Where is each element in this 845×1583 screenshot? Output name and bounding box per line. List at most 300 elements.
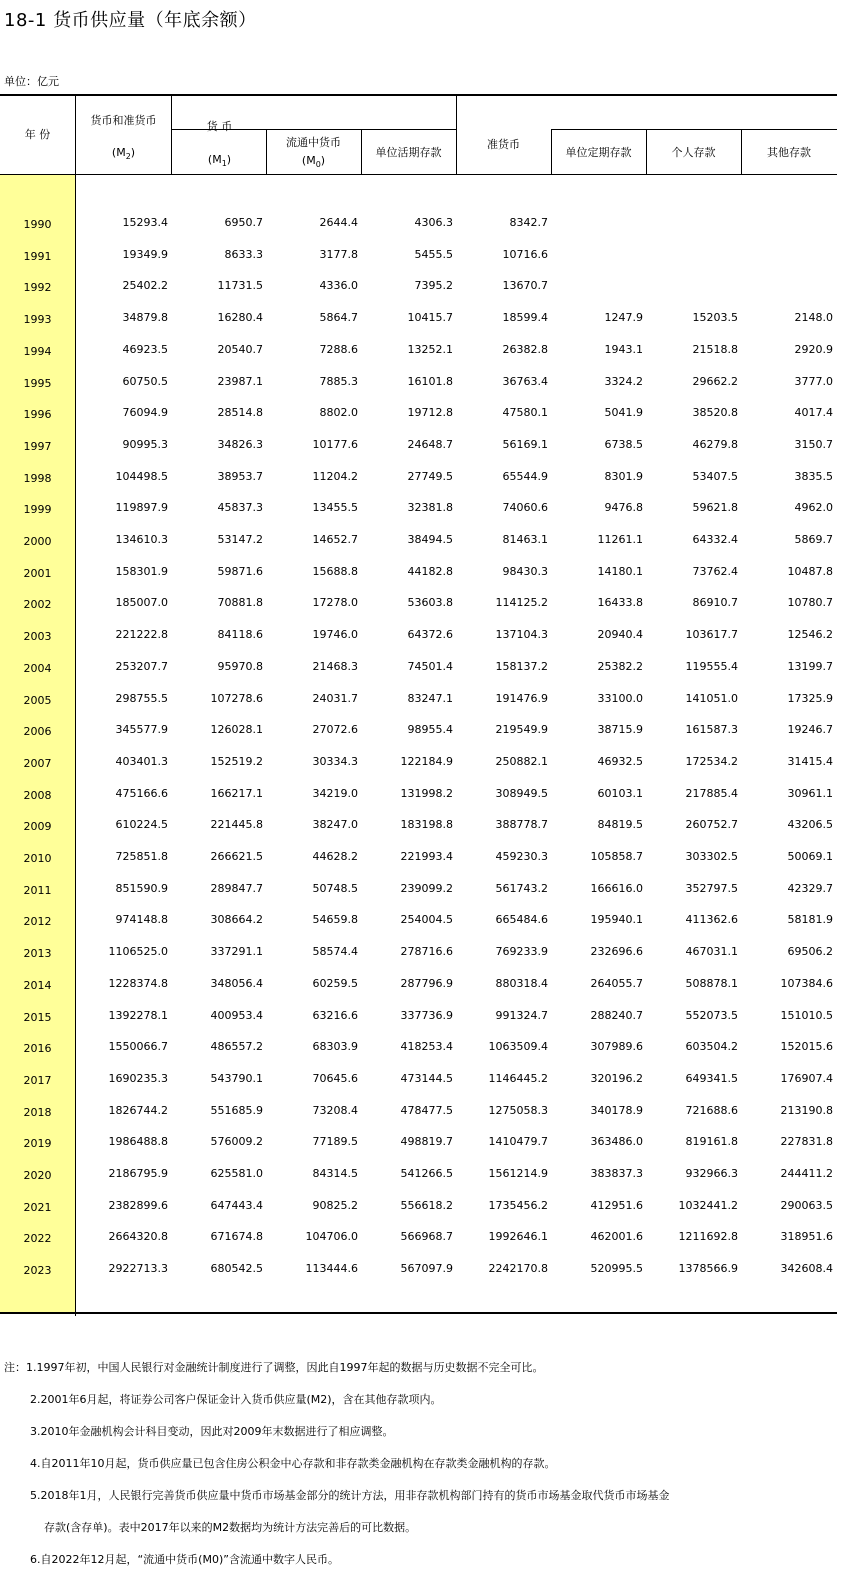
cell-value: 5869.7 <box>794 533 833 546</box>
cell-value: 15203.5 <box>692 311 738 325</box>
cell-value: 3777.0 <box>794 374 833 388</box>
cell-value: 2242170.8 <box>488 1262 548 1276</box>
cell-value: 191476.9 <box>495 691 548 705</box>
cell-value: 3324.2 <box>604 374 643 388</box>
cell-value: 8633.3 <box>224 247 263 261</box>
header-m0: 流通中货币 <box>286 136 341 149</box>
cell-value: 303302.5 <box>685 850 738 863</box>
cell-value: 183198.8 <box>400 818 453 832</box>
cell-value: 1275058.3 <box>488 1103 548 1117</box>
cell-value: 56169.1 <box>502 437 548 451</box>
row-year: 2006 <box>23 725 52 739</box>
cell-value: 141051.0 <box>685 691 738 705</box>
row-year: 2005 <box>23 693 52 707</box>
cell-value: 29662.2 <box>692 374 738 388</box>
cell-value: 851590.9 <box>115 881 168 895</box>
cell-value: 70645.6 <box>312 1071 358 1085</box>
row-year: 2014 <box>23 978 52 992</box>
row-year: 1992 <box>23 281 52 295</box>
cell-value: 84314.5 <box>312 1167 358 1180</box>
cell-value: 486557.2 <box>210 1040 263 1054</box>
table-row <box>0 1064 837 1096</box>
cell-value: 647443.4 <box>210 1198 263 1212</box>
cell-value: 166616.0 <box>590 881 643 895</box>
footnote-5-cont: 存款(含存单)。表中2017年以来的M2数据均为统计方法完善后的可比数据。 <box>44 1521 417 1534</box>
cell-value: 287796.9 <box>400 976 453 990</box>
cell-value: 6738.5 <box>604 437 643 451</box>
cell-value: 1247.9 <box>604 311 643 325</box>
cell-value: 84118.6 <box>217 628 263 642</box>
table-row <box>0 1254 837 1286</box>
cell-value: 725851.8 <box>115 850 168 863</box>
cell-value: 459230.3 <box>495 850 548 863</box>
cell-value: 819161.8 <box>685 1135 738 1149</box>
cell-value: 1986488.8 <box>108 1135 168 1149</box>
cell-value: 260752.7 <box>685 818 738 832</box>
cell-value: 16433.8 <box>597 596 643 610</box>
row-year: 1991 <box>23 249 52 263</box>
cell-value: 38247.0 <box>312 818 358 832</box>
cell-value: 552073.5 <box>685 1008 738 1022</box>
cell-value: 20540.7 <box>217 342 263 356</box>
cell-value: 363486.0 <box>590 1135 643 1149</box>
table-row <box>0 1032 837 1064</box>
cell-value: 32381.8 <box>407 501 453 515</box>
cell-value: 221993.4 <box>400 850 453 863</box>
cell-value: 152015.6 <box>780 1040 833 1054</box>
cell-value: 45837.3 <box>217 501 263 515</box>
cell-value: 543790.1 <box>210 1071 263 1085</box>
cell-value: 541266.5 <box>400 1167 453 1180</box>
cell-value: 14652.7 <box>312 533 358 546</box>
cell-value: 1063509.4 <box>488 1040 548 1054</box>
cell-value: 42329.7 <box>787 881 833 895</box>
cell-value: 307989.6 <box>590 1040 643 1054</box>
cell-value: 137104.3 <box>495 628 548 642</box>
cell-value: 10415.7 <box>407 311 453 325</box>
cell-value: 342608.4 <box>780 1262 833 1276</box>
cell-value: 7395.2 <box>414 279 453 293</box>
cell-value: 1392278.1 <box>108 1008 168 1022</box>
cell-value: 2920.9 <box>794 342 833 356</box>
cell-value: 3150.7 <box>794 437 833 451</box>
row-year: 2012 <box>23 915 52 929</box>
cell-value: 3177.8 <box>319 247 358 261</box>
cell-value: 46932.5 <box>597 754 643 768</box>
cell-value: 2148.0 <box>794 311 833 325</box>
cell-value: 1690235.3 <box>108 1071 168 1085</box>
row-year: 2020 <box>23 1169 52 1182</box>
table-row <box>0 1159 837 1191</box>
header-m1-symbol: $(M_1)$ <box>207 153 232 169</box>
cell-value: 151010.5 <box>780 1008 833 1022</box>
cell-value: 195940.1 <box>590 913 643 927</box>
cell-value: 81463.1 <box>502 533 548 546</box>
header-corp-demand: 单位活期存款 <box>375 146 442 159</box>
row-year: 2004 <box>23 661 52 675</box>
row-year: 2003 <box>23 630 52 644</box>
cell-value: 278716.6 <box>400 945 453 959</box>
cell-value: 114125.2 <box>495 596 548 610</box>
footnote-2: 2.2001年6月起，将证券公司客户保证金计入货币供应量(M2)，含在其他存款项内。 <box>30 1393 442 1406</box>
cell-value: 152519.2 <box>210 754 263 768</box>
table-row <box>0 240 837 272</box>
cell-value: 671674.8 <box>210 1230 263 1244</box>
cell-value: 28514.8 <box>217 406 263 420</box>
cell-value: 467031.1 <box>685 945 738 959</box>
cell-value: 1550066.7 <box>108 1040 168 1054</box>
cell-value: 44182.8 <box>407 564 453 578</box>
cell-value: 217885.4 <box>685 786 738 800</box>
cell-value: 1228374.8 <box>108 976 168 990</box>
cell-value: 337736.9 <box>400 1008 453 1022</box>
cell-value: 219549.9 <box>495 723 548 737</box>
cell-value: 3835.5 <box>794 469 833 483</box>
cell-value: 462001.6 <box>590 1230 643 1244</box>
cell-value: 388778.7 <box>495 818 548 832</box>
cell-value: 13670.7 <box>502 279 548 293</box>
cell-value: 77189.5 <box>312 1135 358 1149</box>
cell-value: 27072.6 <box>312 723 358 737</box>
cell-value: 84819.5 <box>597 818 643 832</box>
cell-value: 403401.3 <box>115 754 168 768</box>
cell-value: 288240.7 <box>590 1008 643 1022</box>
cell-value: 107384.6 <box>780 976 833 990</box>
header-corp-time: 单位定期存款 <box>565 146 632 159</box>
cell-value: 19349.9 <box>122 247 168 261</box>
cell-value: 556618.2 <box>400 1198 453 1212</box>
header-year: 年 份 <box>24 128 51 141</box>
cell-value: 134610.3 <box>115 533 168 546</box>
cell-value: 1410479.7 <box>488 1135 548 1149</box>
cell-value: 83247.1 <box>407 691 453 705</box>
cell-value: 65544.9 <box>502 469 548 483</box>
cell-value: 27749.5 <box>407 469 453 483</box>
cell-value: 4962.0 <box>794 501 833 515</box>
cell-value: 103617.7 <box>685 628 738 642</box>
cell-value: 567097.9 <box>400 1262 453 1276</box>
cell-value: 4306.3 <box>414 216 453 229</box>
cell-value: 46279.8 <box>692 437 738 451</box>
cell-value: 23987.1 <box>217 374 263 388</box>
cell-value: 991324.7 <box>495 1008 548 1022</box>
cell-value: 1735456.2 <box>488 1198 548 1212</box>
cell-value: 70881.8 <box>217 596 263 610</box>
cell-value: 10780.7 <box>787 596 833 610</box>
cell-value: 10716.6 <box>502 247 548 261</box>
cell-value: 400953.4 <box>210 1008 263 1022</box>
cell-value: 50069.1 <box>787 850 833 863</box>
cell-value: 53603.8 <box>407 596 453 610</box>
table-row <box>0 208 837 240</box>
cell-value: 104498.5 <box>115 469 168 483</box>
cell-value: 60750.5 <box>122 374 168 388</box>
cell-value: 566968.7 <box>400 1230 453 1244</box>
cell-value: 73208.4 <box>312 1103 358 1117</box>
cell-value: 15688.8 <box>312 564 358 578</box>
table-row <box>0 430 837 462</box>
table-row <box>0 747 837 779</box>
cell-value: 232696.6 <box>590 945 643 959</box>
cell-value: 266621.5 <box>210 850 263 863</box>
cell-value: 53407.5 <box>692 469 738 483</box>
cell-value: 478477.5 <box>400 1103 453 1117</box>
row-year: 2010 <box>23 852 52 865</box>
table-row <box>0 1001 837 1033</box>
unit-label: 单位：亿元 <box>4 75 59 88</box>
cell-value: 308664.2 <box>210 913 263 927</box>
row-year: 1990 <box>23 218 52 231</box>
table-row <box>0 367 837 399</box>
cell-value: 113444.6 <box>305 1262 358 1276</box>
row-year: 2019 <box>23 1137 52 1151</box>
table-row <box>0 1127 837 1159</box>
row-year: 2021 <box>23 1200 52 1214</box>
cell-value: 253207.7 <box>115 659 168 673</box>
cell-value: 318951.6 <box>780 1230 833 1244</box>
cell-value: 17278.0 <box>312 596 358 610</box>
cell-value: 1826744.2 <box>108 1103 168 1117</box>
cell-value: 19712.8 <box>407 406 453 420</box>
cell-value: 13199.7 <box>787 659 833 673</box>
cell-value: 932966.3 <box>685 1167 738 1180</box>
cell-value: 31415.4 <box>787 754 833 768</box>
cell-value: 10177.6 <box>312 437 358 451</box>
row-year: 1999 <box>23 503 52 517</box>
cell-value: 47580.1 <box>502 406 548 420</box>
cell-value: 53147.2 <box>217 533 263 546</box>
cell-value: 11261.1 <box>597 533 643 546</box>
cell-value: 34879.8 <box>122 311 168 325</box>
cell-value: 15293.4 <box>122 216 168 229</box>
cell-value: 475166.6 <box>115 786 168 800</box>
footnote-1: 注：1.1997年初，中国人民银行对金融统计制度进行了调整，因此自1997年起的数据与历史数据不完全可比。 <box>4 1361 544 1374</box>
table-row <box>0 1191 837 1223</box>
cell-value: 50748.5 <box>312 881 358 895</box>
cell-value: 59871.6 <box>217 564 263 578</box>
cell-value: 665484.6 <box>495 913 548 927</box>
cell-value: 73762.4 <box>692 564 738 578</box>
cell-value: 16280.4 <box>217 311 263 325</box>
cell-value: 107278.6 <box>210 691 263 705</box>
row-year: 2015 <box>23 1010 52 1024</box>
cell-value: 36763.4 <box>502 374 548 388</box>
cell-value: 8342.7 <box>509 216 548 229</box>
cell-value: 625581.0 <box>210 1167 263 1180</box>
cell-value: 68303.9 <box>312 1040 358 1054</box>
cell-value: 30334.3 <box>312 754 358 768</box>
cell-value: 166217.1 <box>210 786 263 800</box>
table-row <box>0 810 837 842</box>
table-row <box>0 779 837 811</box>
cell-value: 54659.8 <box>312 913 358 927</box>
cell-value: 74060.6 <box>502 501 548 515</box>
table-row <box>0 969 837 1001</box>
cell-value: 74501.4 <box>407 659 453 673</box>
cell-value: 30961.1 <box>787 786 833 800</box>
cell-value: 340178.9 <box>590 1103 643 1117</box>
row-year: 2008 <box>23 788 52 802</box>
cell-value: 98430.3 <box>502 564 548 578</box>
cell-value: 8301.9 <box>604 469 643 483</box>
cell-value: 11204.2 <box>312 469 358 483</box>
cell-value: 1146445.2 <box>488 1071 548 1085</box>
row-year: 1995 <box>23 376 52 390</box>
row-year: 1998 <box>23 471 52 485</box>
cell-value: 298755.5 <box>115 691 168 705</box>
cell-value: 1211692.8 <box>678 1230 738 1244</box>
cell-value: 1561214.9 <box>488 1167 548 1180</box>
header-m0-symbol: $(M_0)$ <box>301 154 326 170</box>
cell-value: 411362.6 <box>685 913 738 927</box>
table-row <box>0 684 837 716</box>
cell-value: 227831.8 <box>780 1135 833 1149</box>
cell-value: 161587.3 <box>685 723 738 737</box>
cell-value: 337291.1 <box>210 945 263 959</box>
cell-value: 25382.2 <box>597 659 643 673</box>
table-row <box>0 1096 837 1128</box>
row-year: 2009 <box>23 820 52 834</box>
cell-value: 473144.5 <box>400 1071 453 1085</box>
table-row <box>0 493 837 525</box>
row-year: 2013 <box>23 947 52 961</box>
header-personal: 个人存款 <box>671 146 716 159</box>
cell-value: 105858.7 <box>590 850 643 863</box>
header-m1: 货 币 <box>206 120 233 133</box>
cell-value: 58181.9 <box>787 913 833 927</box>
cell-value: 98955.4 <box>407 723 453 737</box>
cell-value: 508878.1 <box>685 976 738 990</box>
cell-value: 610224.5 <box>115 818 168 832</box>
cell-value: 7288.6 <box>319 342 358 356</box>
cell-value: 9476.8 <box>604 501 643 515</box>
footnote-5: 5.2018年1月，人民银行完善货币供应量中货币市场基金部分的统计方法，用非存款机构部门持有的货币市场基金取代货币市场基金 <box>30 1489 670 1502</box>
cell-value: 21468.3 <box>312 659 358 673</box>
cell-value: 2382899.6 <box>108 1198 168 1212</box>
cell-value: 10487.8 <box>787 564 833 578</box>
cell-value: 290063.5 <box>780 1198 833 1212</box>
row-year: 2017 <box>23 1073 52 1087</box>
cell-value: 11731.5 <box>217 279 263 293</box>
cell-value: 5455.5 <box>414 247 453 261</box>
cell-value: 769233.9 <box>495 945 548 959</box>
table-row <box>0 303 837 335</box>
cell-value: 16101.8 <box>407 374 453 388</box>
row-year: 1993 <box>23 313 52 327</box>
table-row <box>0 652 837 684</box>
table-row <box>0 271 837 303</box>
row-year: 2001 <box>23 566 52 580</box>
table-row <box>0 557 837 589</box>
cell-value: 244411.2 <box>780 1167 833 1180</box>
cell-value: 58574.4 <box>312 945 358 959</box>
table-row <box>0 905 837 937</box>
cell-value: 2922713.3 <box>108 1262 168 1276</box>
cell-value: 221222.8 <box>115 628 168 642</box>
cell-value: 254004.5 <box>400 913 453 927</box>
cell-value: 221445.8 <box>210 818 263 832</box>
header-other: 其他存款 <box>767 146 811 159</box>
cell-value: 20940.4 <box>597 628 643 642</box>
cell-value: 345577.9 <box>115 723 168 737</box>
row-year: 1994 <box>23 344 52 358</box>
cell-value: 383837.3 <box>590 1167 643 1180</box>
cell-value: 86910.7 <box>692 596 738 610</box>
cell-value: 649341.5 <box>685 1071 738 1085</box>
row-year: 2002 <box>23 598 52 612</box>
cell-value: 119555.4 <box>685 659 738 673</box>
cell-value: 126028.1 <box>210 723 263 737</box>
cell-value: 176907.4 <box>780 1071 833 1085</box>
table-row <box>0 1222 837 1254</box>
row-year: 2016 <box>23 1042 52 1056</box>
cell-value: 19746.0 <box>312 628 358 642</box>
cell-value: 320196.2 <box>590 1071 643 1085</box>
cell-value: 680542.5 <box>210 1262 263 1276</box>
row-year: 2011 <box>23 883 52 897</box>
header-m2-symbol: $(M_2)$ <box>111 146 136 162</box>
cell-value: 498819.7 <box>400 1135 453 1149</box>
table-row <box>0 525 837 557</box>
money-supply-table <box>0 94 837 1314</box>
cell-value: 12546.2 <box>787 628 833 642</box>
cell-value: 418253.4 <box>400 1040 453 1054</box>
cell-value: 24648.7 <box>407 437 453 451</box>
cell-value: 576009.2 <box>210 1135 263 1149</box>
cell-value: 19246.7 <box>787 723 833 737</box>
cell-value: 34219.0 <box>312 786 358 800</box>
cell-value: 131998.2 <box>400 786 453 800</box>
cell-value: 8802.0 <box>319 406 358 420</box>
cell-value: 18599.4 <box>502 311 548 325</box>
cell-value: 2186795.9 <box>108 1167 168 1180</box>
cell-value: 308949.5 <box>495 786 548 800</box>
cell-value: 122184.9 <box>400 754 453 768</box>
table-row <box>0 937 837 969</box>
cell-value: 38953.7 <box>217 469 263 483</box>
row-year: 2022 <box>23 1232 52 1246</box>
cell-value: 76094.9 <box>122 406 168 420</box>
cell-value: 90995.3 <box>122 437 168 451</box>
footnote-6: 6.自2022年12月起，“流通中货币(M0)”含流通中数字人民币。 <box>30 1553 339 1566</box>
cell-value: 24031.7 <box>312 691 358 705</box>
table-row <box>0 874 837 906</box>
cell-value: 250882.1 <box>495 754 548 768</box>
cell-value: 158301.9 <box>115 564 168 578</box>
cell-value: 213190.8 <box>780 1103 833 1117</box>
row-year: 2018 <box>23 1105 52 1119</box>
cell-value: 185007.0 <box>115 596 168 610</box>
footnote-4: 4.自2011年10月起，货币供应量已包含住房公积金中心存款和非存款类金融机构在存款类金融机构的存款。 <box>30 1457 556 1470</box>
cell-value: 1032441.2 <box>678 1198 738 1212</box>
cell-value: 4336.0 <box>319 279 358 293</box>
cell-value: 38520.8 <box>692 406 738 420</box>
cell-value: 13252.1 <box>407 342 453 356</box>
row-year: 1996 <box>23 408 52 422</box>
cell-value: 880318.4 <box>495 976 548 990</box>
cell-value: 60103.1 <box>597 786 643 800</box>
cell-value: 289847.7 <box>210 881 263 895</box>
cell-value: 25402.2 <box>122 279 168 293</box>
cell-value: 239099.2 <box>400 881 453 895</box>
cell-value: 264055.7 <box>590 976 643 990</box>
header-m2: 货币和准货币 <box>90 114 157 127</box>
table-row <box>0 335 837 367</box>
cell-value: 104706.0 <box>305 1230 358 1244</box>
cell-value: 974148.8 <box>115 913 168 927</box>
cell-value: 90825.2 <box>312 1198 358 1212</box>
cell-value: 17325.9 <box>787 691 833 705</box>
